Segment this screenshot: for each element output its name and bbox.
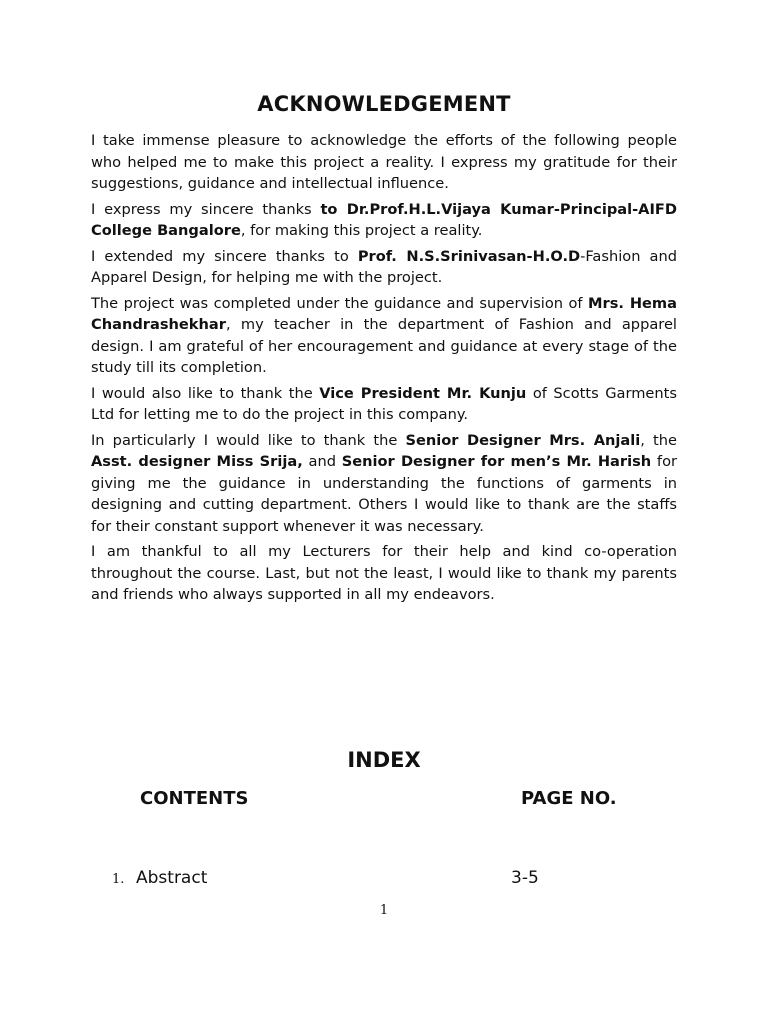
text-run: -Fashion and Apparel Design, for helping me with the project. xyxy=(91,247,677,286)
text-run: I take immense pleasure to acknowledge the efforts of the following people who helped me to make this project a reality. I express my gratitude for their suggestions, guidance and intellectual influence. xyxy=(91,132,677,192)
bold-text: Vice President Mr. Kunju xyxy=(319,384,527,402)
page-number: 1 xyxy=(379,903,389,918)
text-run: In particularly I would like to thank the xyxy=(91,431,406,449)
paragraph xyxy=(91,130,677,195)
page-number-column-header: PAGE NO. xyxy=(521,788,617,809)
bold-text: Senior Designer for men’s Mr. Harish xyxy=(341,453,652,470)
text-run: The project was completed under the guidance and supervision of xyxy=(91,294,588,312)
index-heading: INDEX xyxy=(347,748,421,772)
text-run: , my teacher in the department of Fashion and apparel design. I am grateful of her encouragement and guidance at every stage of the study till its completion. xyxy=(91,316,677,376)
paragraph xyxy=(91,199,677,242)
acknowledgement-heading: ACKNOWLEDGEMENT xyxy=(257,92,511,116)
bold-text: Asst. designer Miss Srija, xyxy=(91,453,303,470)
bold-text: Mrs. Hema Chandrashekhar xyxy=(91,294,677,333)
toc-item-label: Abstract xyxy=(136,868,208,888)
bold-text: to Dr.Prof.H.L.Vijaya Kumar-Principal-AIFD College Bangalore xyxy=(91,200,677,239)
text-run: of Scotts Garments Ltd for letting me to do the project in this company. xyxy=(91,384,677,423)
text-run: I express my sincere thanks xyxy=(91,200,321,218)
text-run: , for making this project a reality. xyxy=(240,222,483,239)
text-run: I extended my sincere thanks to xyxy=(91,247,358,265)
contents-column-header: CONTENTS xyxy=(140,788,249,809)
text-run: and xyxy=(302,453,342,470)
paragraph xyxy=(91,293,677,379)
text-run: I am thankful to all my Lecturers for their help and kind co-operation throughout the course. Last, but not the least, I would like to thank my parents and friends who always supported in all my endeavors. xyxy=(91,543,677,603)
text-run: , the xyxy=(640,431,677,449)
paragraph xyxy=(91,430,677,538)
toc-row xyxy=(0,868,768,892)
text-run: for giving me the guidance in understanding the functions of garments in designing and cutting department. Others I would like to thank are the staffs for their constant support whenever it was necessary. xyxy=(91,453,677,535)
paragraph xyxy=(91,246,677,289)
toc-item-number: 1. xyxy=(112,872,125,887)
bold-text: Senior Designer Mrs. Anjali xyxy=(405,431,641,449)
toc-item-pages: 3-5 xyxy=(511,868,539,888)
paragraph xyxy=(91,383,677,426)
acknowledgement-body xyxy=(91,130,677,610)
bold-text: Prof. N.S.Srinivasan-H.O.D xyxy=(357,247,581,265)
text-run: I would also like to thank the xyxy=(91,384,320,402)
paragraph xyxy=(91,541,677,606)
